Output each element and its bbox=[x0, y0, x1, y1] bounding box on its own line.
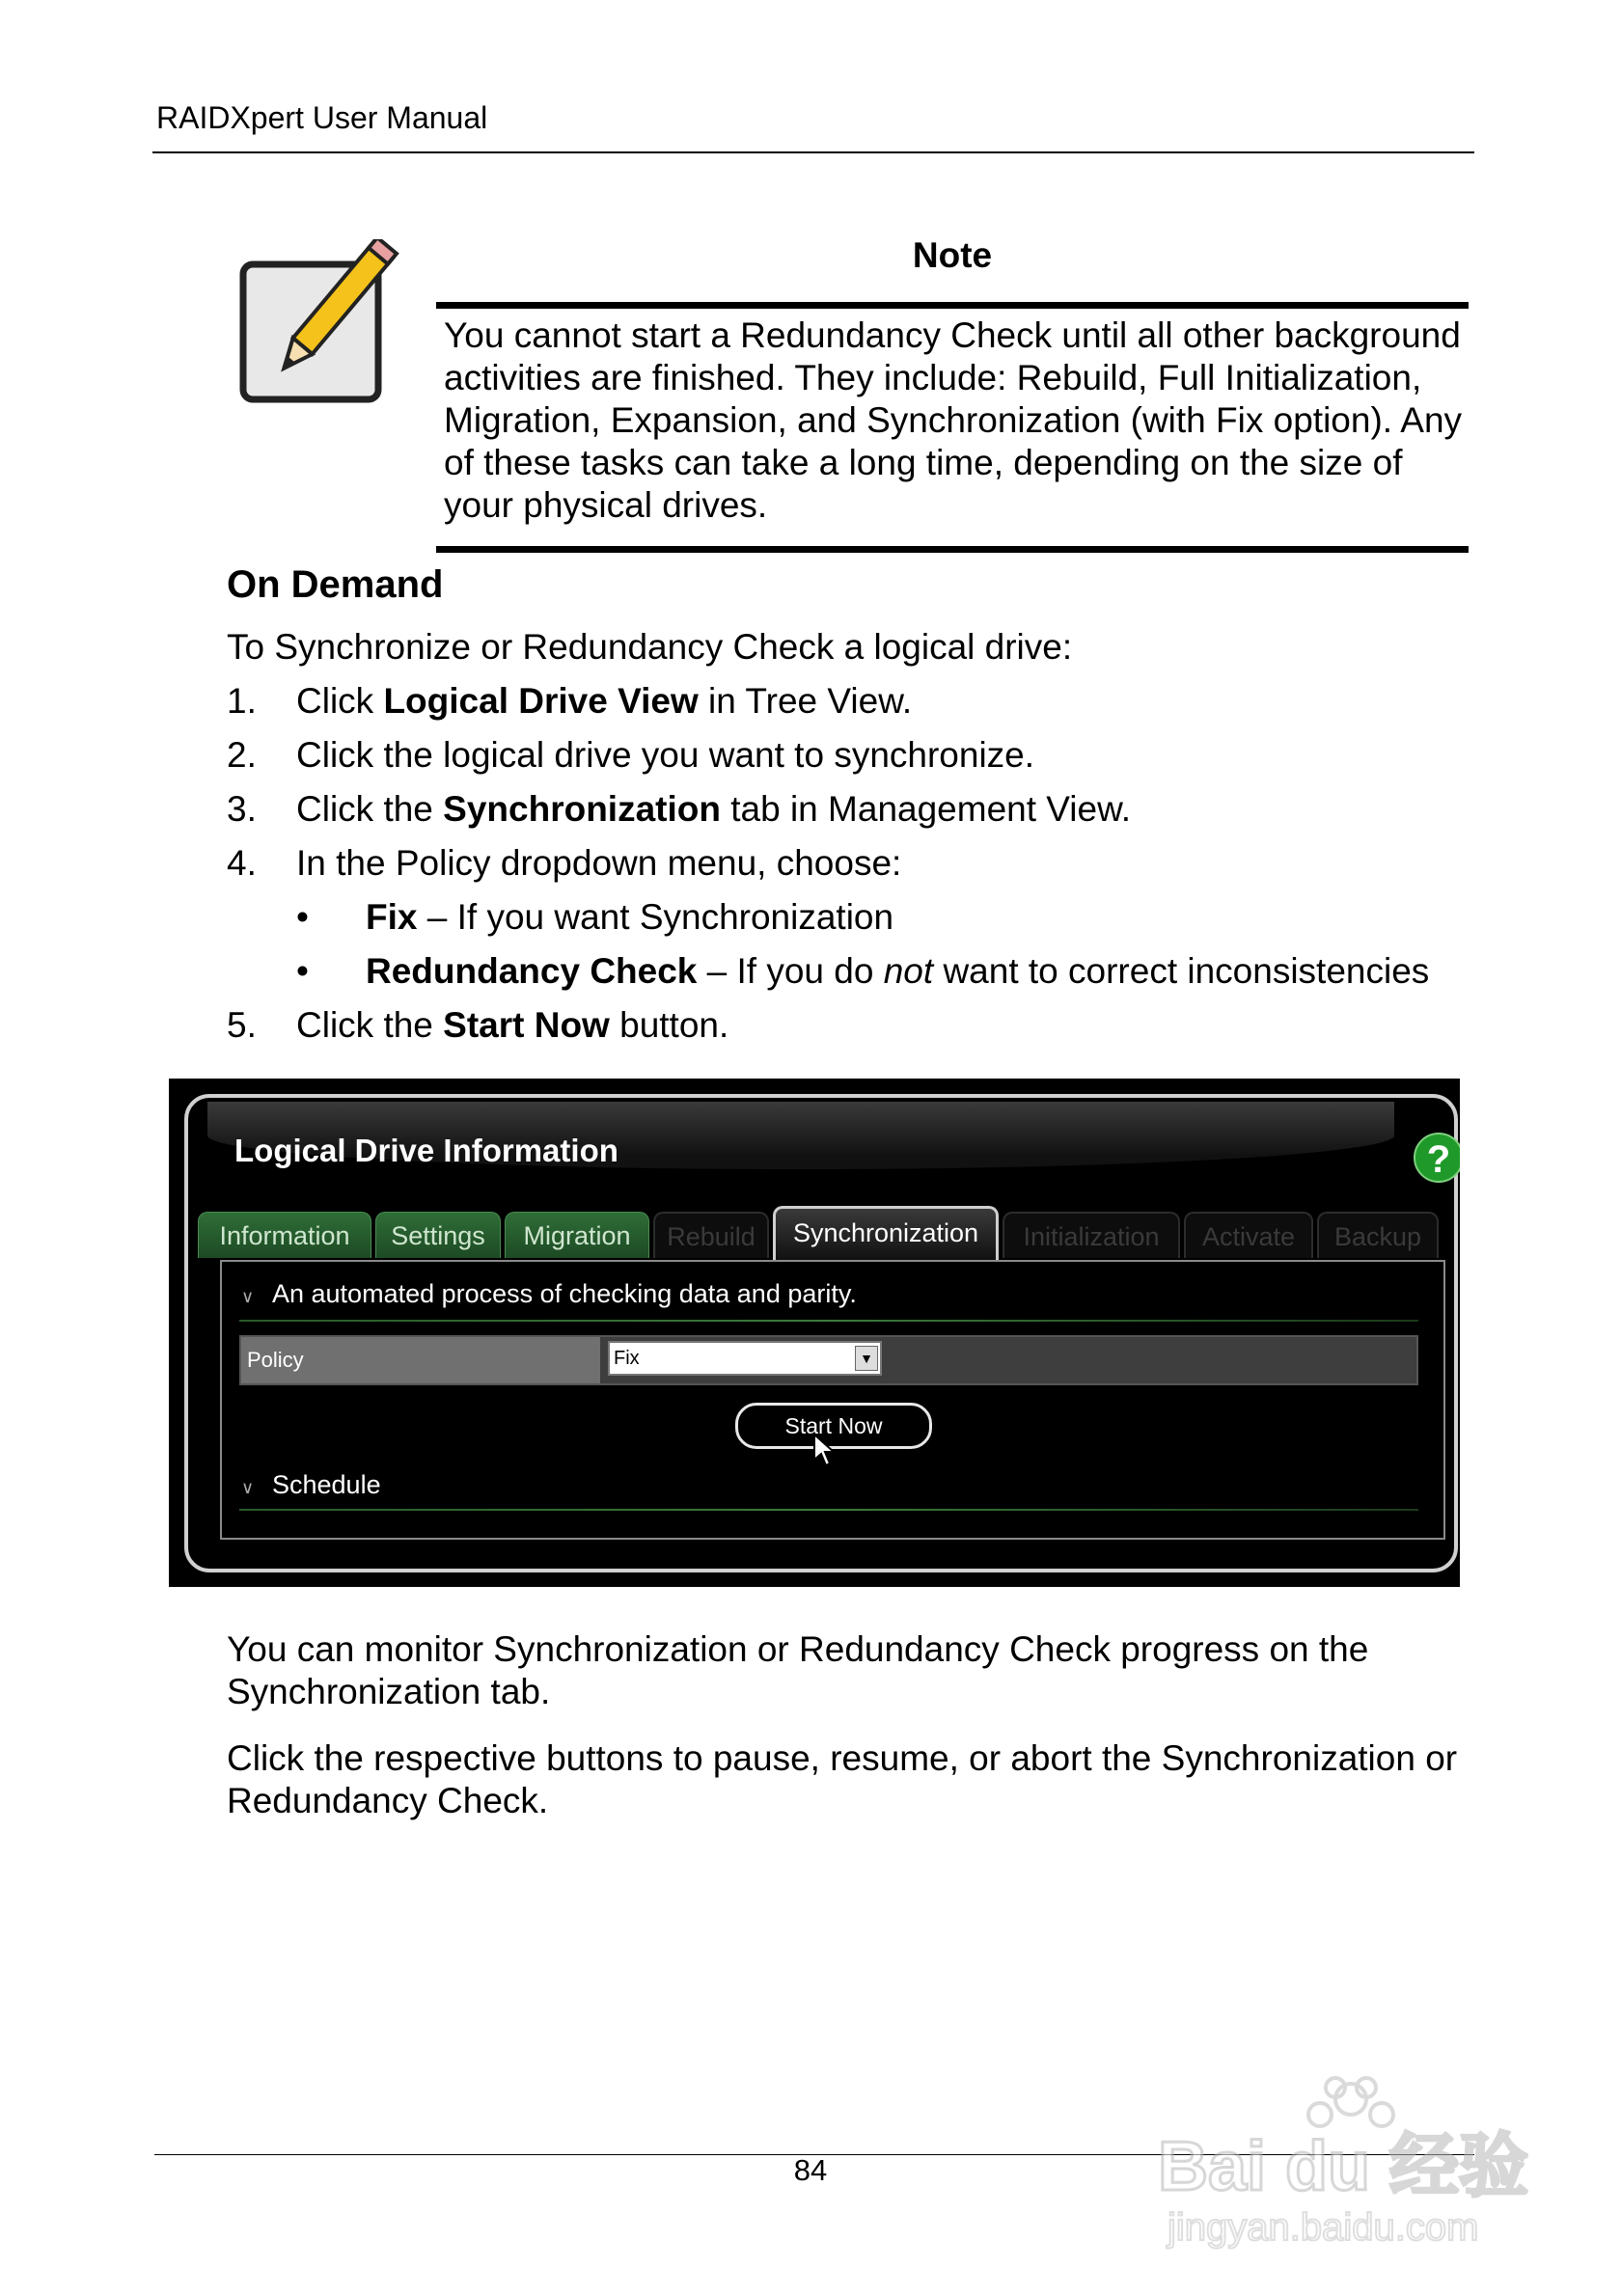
baidu-watermark bbox=[1148, 2059, 1563, 2252]
schedule-row[interactable] bbox=[241, 1470, 381, 1500]
section-divider bbox=[239, 1320, 1418, 1322]
step-text: In the Policy dropdown menu, choose: bbox=[296, 843, 902, 883]
pencil-note-icon bbox=[237, 239, 401, 408]
policy-row bbox=[239, 1335, 1418, 1385]
step-number: 4. bbox=[227, 843, 257, 883]
step-number: 3. bbox=[227, 789, 257, 829]
header-rule bbox=[152, 151, 1474, 153]
bullet-text: Fix – If you want Synchronization bbox=[366, 897, 894, 937]
tab-settings[interactable]: Settings bbox=[375, 1212, 501, 1258]
section-divider bbox=[239, 1509, 1418, 1511]
chevron-down-icon: ∨ bbox=[241, 1287, 255, 1306]
page-number: 84 bbox=[793, 2153, 828, 2187]
policy-dropdown-value: Fix bbox=[614, 1348, 640, 1369]
schedule-label: Schedule bbox=[272, 1470, 381, 1499]
step-text: Click the logical drive you want to synchronize. bbox=[296, 735, 1035, 775]
note-heading: Note bbox=[912, 235, 993, 275]
policy-label: Policy bbox=[241, 1337, 600, 1383]
dropdown-arrow-icon[interactable]: ▼ bbox=[855, 1346, 878, 1371]
bullet-dot: • bbox=[296, 897, 309, 937]
chevron-down-icon: ∨ bbox=[241, 1478, 255, 1497]
tab-activate: Activate bbox=[1184, 1212, 1313, 1258]
section-heading: On Demand bbox=[227, 563, 444, 606]
step-number: 1. bbox=[227, 681, 257, 721]
step-number: 2. bbox=[227, 735, 257, 775]
description-text: An automated process of checking data and parity. bbox=[272, 1279, 857, 1308]
policy-dropdown[interactable] bbox=[608, 1341, 882, 1376]
sync-content-panel bbox=[220, 1260, 1445, 1540]
bullet-text: Redundancy Check – If you do not want to correct inconsistencies bbox=[366, 951, 1430, 991]
note-bottom-bar bbox=[436, 546, 1469, 553]
tab-rebuild: Rebuild bbox=[653, 1212, 769, 1258]
tab-information[interactable]: Information bbox=[198, 1212, 371, 1258]
paragraph-monitor: You can monitor Synchronization or Redundancy Check progress on the Synchronization tab. bbox=[227, 1629, 1369, 1711]
panel-title: Logical Drive Information bbox=[234, 1133, 618, 1168]
step-text: Click the Start Now button. bbox=[296, 1005, 729, 1045]
help-icon[interactable]: ? bbox=[1414, 1133, 1460, 1183]
note-text: You cannot start a Redundancy Check until all other background activities are finished. They include: Rebuild, Full Initialization, Migration, Expansion, and Synchronization (with Fix option). Any of these tasks can take a long time, depending on the size of your physical drives. bbox=[444, 315, 1463, 525]
step-text: Click the Synchronization tab in Management View. bbox=[296, 789, 1132, 829]
watermark-brand: Bai du 经验 bbox=[1158, 2128, 1529, 2205]
mouse-cursor-icon bbox=[812, 1433, 836, 1472]
step-number: 5. bbox=[227, 1005, 257, 1045]
bullet-dot: • bbox=[296, 951, 309, 991]
logical-drive-screenshot bbox=[169, 1079, 1460, 1587]
watermark-url: jingyan.baidu.com bbox=[1168, 2206, 1479, 2249]
intro-text: To Synchronize or Redundancy Check a logical drive: bbox=[227, 627, 1073, 667]
start-now-button[interactable]: Start Now bbox=[735, 1403, 932, 1449]
tab-backup: Backup bbox=[1317, 1212, 1439, 1258]
step-text: Click Logical Drive View in Tree View. bbox=[296, 681, 913, 721]
tab-synchronization[interactable]: Synchronization bbox=[773, 1206, 999, 1260]
description-row[interactable] bbox=[241, 1279, 857, 1309]
tab-initialization: Initialization bbox=[1003, 1212, 1180, 1258]
paragraph-buttons: Click the respective buttons to pause, resume, or abort the Synchronization or Redundancy Check. bbox=[227, 1738, 1458, 1820]
note-top-bar bbox=[436, 302, 1469, 309]
panel-frame bbox=[184, 1094, 1458, 1572]
running-header: RAIDXpert User Manual bbox=[156, 100, 488, 135]
tab-migration[interactable]: Migration bbox=[505, 1212, 649, 1258]
